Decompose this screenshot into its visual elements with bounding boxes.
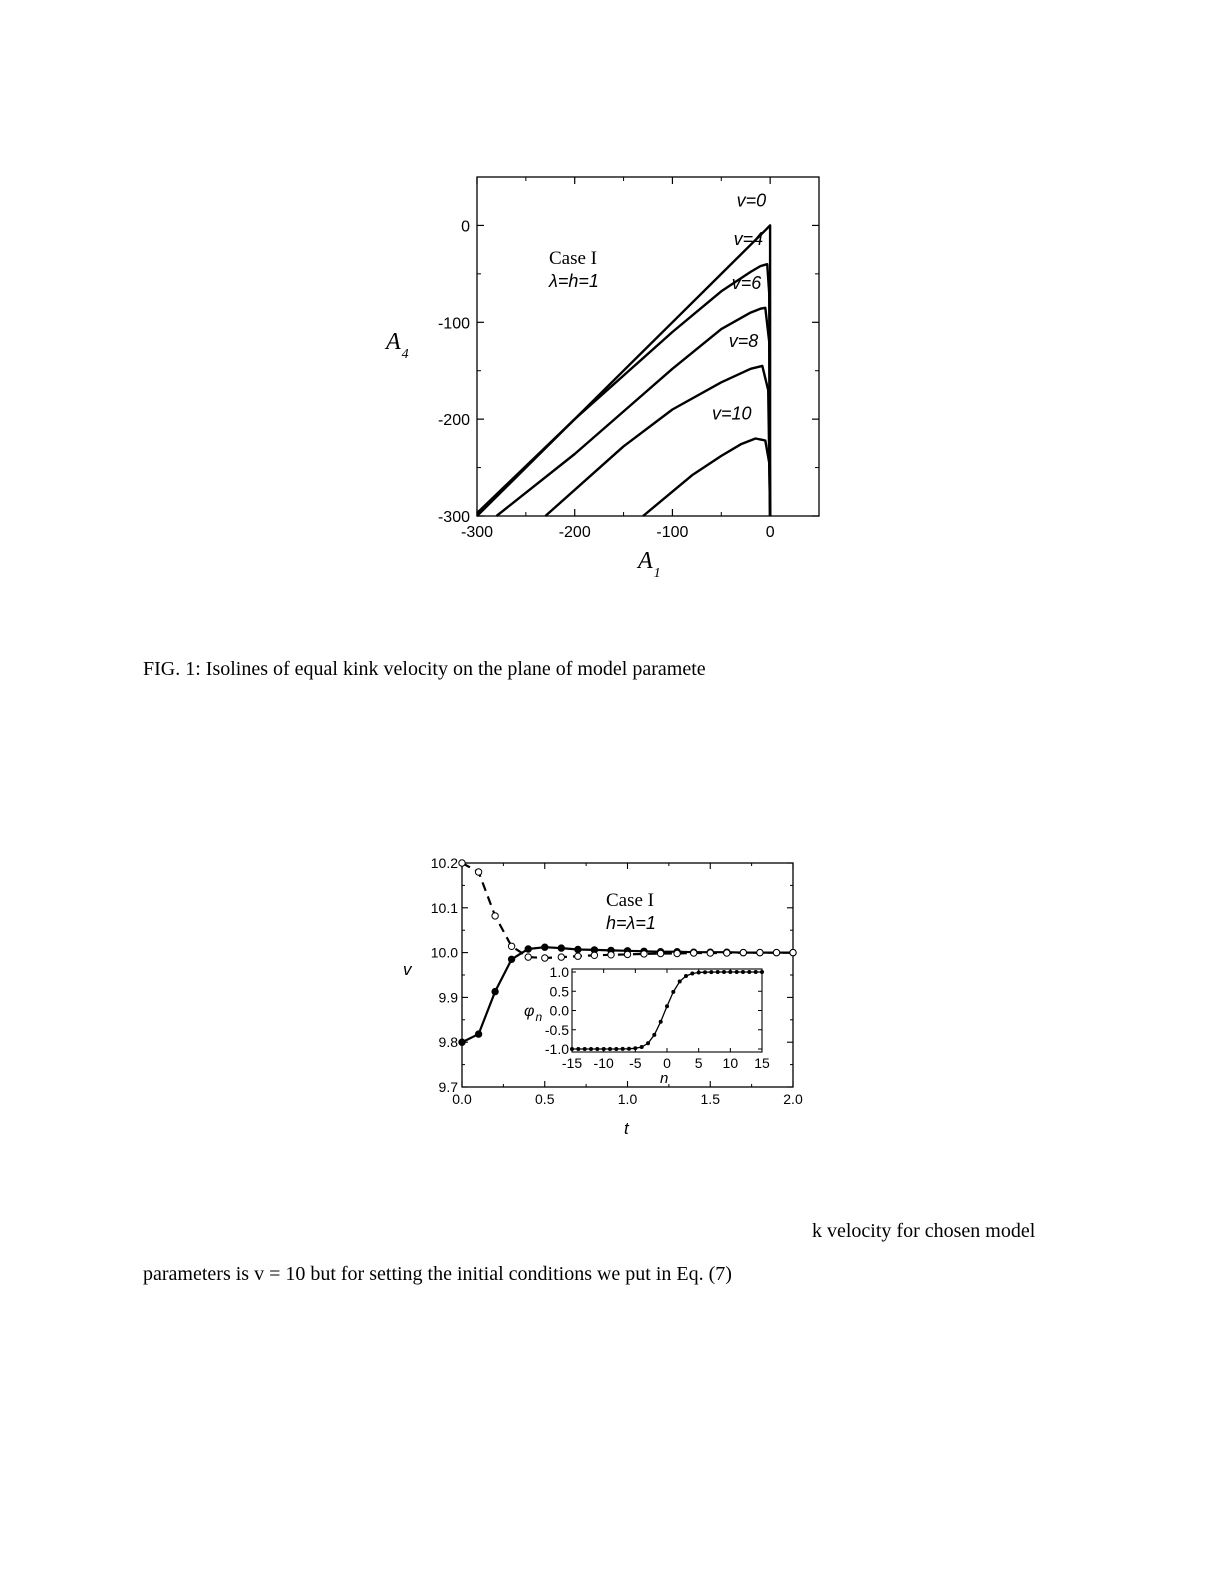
- inset-point: [684, 974, 688, 978]
- inset-xtick-label: -5: [629, 1055, 642, 1071]
- fig2-xtick-label: 1.5: [700, 1091, 720, 1107]
- inset-xtick-label: 0: [663, 1055, 671, 1071]
- fig2-point-filled: [492, 988, 498, 994]
- fig2-point-open: [525, 954, 531, 960]
- inset-point: [640, 1045, 644, 1049]
- fig2-point-filled: [525, 946, 531, 952]
- fig2-point-open: [773, 949, 779, 955]
- fig2-point-open: [740, 949, 746, 955]
- fig2-point-open: [508, 943, 514, 949]
- fig2-point-filled: [542, 944, 548, 950]
- inset-point: [595, 1047, 599, 1051]
- inset-ylabel-sub: n: [535, 1010, 543, 1024]
- fig1-ylabel-base: A: [386, 329, 401, 355]
- paragraph-line-b: parameters is v = 10 but for setting the initial conditions we put in Eq. (7): [143, 1263, 732, 1285]
- fig1-curve-label: v=0: [736, 190, 767, 211]
- inset-point: [602, 1047, 606, 1051]
- inset-plot-frame: [572, 969, 762, 1052]
- inset-point: [583, 1047, 587, 1051]
- inset-point: [621, 1047, 625, 1051]
- inset-point: [646, 1041, 650, 1045]
- fig1-xtick-label: -300: [460, 524, 494, 541]
- fig1-curve-label: v=6: [731, 272, 762, 293]
- fig1-curve-label: v=10: [711, 403, 752, 424]
- inset-point: [665, 1004, 669, 1008]
- inset-point: [608, 1047, 612, 1051]
- fig1-xtick-label: -100: [656, 524, 689, 541]
- inset-ytick-label: -1.0: [544, 1041, 569, 1057]
- inset-point: [735, 970, 739, 974]
- paragraph-line-a: k velocity for chosen model: [812, 1220, 1036, 1242]
- fig1-xlabel-sub: 1: [653, 566, 661, 581]
- inset-point: [589, 1047, 593, 1051]
- fig2-xtick-label: 1.0: [617, 1091, 638, 1107]
- fig2-point-open: [475, 869, 481, 875]
- fig2-ytick-label: 9.9: [438, 989, 458, 1006]
- inset-point: [659, 1020, 663, 1024]
- fig2-point-filled: [459, 1039, 465, 1045]
- fig1-ytick-label: -100: [437, 315, 470, 333]
- inset-point: [728, 970, 732, 974]
- inset-point: [576, 1047, 580, 1051]
- fig2-point-open: [624, 951, 630, 957]
- inset-ytick-label: 1.0: [549, 964, 569, 980]
- inset-point: [722, 970, 726, 974]
- inset-ylabel: [524, 1003, 542, 1024]
- fig2-point-open: [641, 951, 647, 957]
- inset-point: [760, 970, 764, 974]
- fig2-ytick-label: 10.2: [430, 855, 458, 871]
- inset-point: [741, 970, 745, 974]
- inset-xtick-label: 10: [722, 1055, 739, 1071]
- fig1-ytick-label: -200: [437, 412, 470, 430]
- inset-point: [678, 980, 682, 984]
- fig2-point-open: [591, 952, 597, 958]
- fig2-xtick-label: 0.5: [535, 1091, 555, 1107]
- fig1-curve-label: v=8: [728, 330, 759, 351]
- inset-point: [709, 970, 713, 974]
- inset-point: [747, 970, 751, 974]
- fig1-ylabel-sub: 4: [401, 347, 409, 362]
- fig2-ytick-label: 9.7: [438, 1079, 458, 1095]
- fig2-point-open: [459, 860, 465, 866]
- inset-point: [716, 970, 720, 974]
- inset-point: [633, 1046, 637, 1050]
- fig2-point-open: [575, 953, 581, 959]
- fig2-point-filled: [475, 1031, 481, 1037]
- fig2-point-open: [790, 949, 796, 955]
- fig1-caption: FIG. 1: Isolines of equal kink velocity on the plane of model paramete: [143, 658, 706, 680]
- fig1-annotation-params: λ=h=1: [549, 271, 599, 291]
- inset-point: [697, 971, 701, 975]
- inset-xtick-label: 15: [754, 1055, 770, 1071]
- inset-ytick-label: 0.5: [549, 983, 569, 1000]
- fig2-xtick-label: 2.0: [783, 1091, 803, 1107]
- fig2-ytick-label: 9.8: [438, 1034, 458, 1051]
- fig2-point-open: [757, 949, 763, 955]
- fig2-point-open: [724, 950, 730, 956]
- fig2-point-open: [707, 950, 713, 956]
- fig2-point-open: [542, 955, 548, 961]
- inset-ytick-label: -0.5: [544, 1021, 569, 1038]
- fig2-ylabel: v: [403, 960, 412, 979]
- fig1-xtick-label: -200: [558, 524, 591, 541]
- fig2-annotation-case: Case I: [606, 890, 655, 911]
- fig1-annotation-case: Case I: [549, 248, 598, 269]
- inset-point: [690, 972, 694, 976]
- fig2-point-filled: [575, 946, 581, 952]
- fig1-xlabel-base: A: [638, 548, 653, 574]
- fig2-annotation-params: h=λ=1: [606, 913, 656, 933]
- inset-ytick-label: 0.0: [549, 1002, 569, 1019]
- fig2-ytick-label: 10.1: [430, 899, 458, 916]
- fig2-point-filled: [508, 956, 514, 962]
- fig2-point-open: [657, 950, 663, 956]
- inset-xlabel: n: [660, 1070, 669, 1087]
- fig1-ytick-label: -300: [437, 509, 470, 526]
- inset-point: [614, 1047, 618, 1051]
- fig2-point-filled: [558, 945, 564, 951]
- inset-xtick-label: -15: [561, 1055, 583, 1071]
- inset-point: [627, 1047, 631, 1051]
- inset-point: [754, 970, 758, 974]
- fig2-point-open: [691, 950, 697, 956]
- fig2-xtick-label: 0.0: [452, 1091, 472, 1107]
- fig2-point-open: [674, 950, 680, 956]
- fig1-curve-label: v=4: [733, 229, 764, 250]
- fig2-point-open: [492, 913, 498, 919]
- fig2-point-open: [608, 952, 614, 958]
- inset-ylabel-base: φ: [524, 1003, 535, 1020]
- inset-point: [703, 970, 707, 974]
- fig2-point-open: [558, 954, 564, 960]
- fig1-xtick-label: 0: [765, 524, 775, 541]
- fig2-xlabel: t: [624, 1119, 629, 1138]
- inset-xtick-label: 5: [694, 1055, 703, 1071]
- fig2-ytick-label: 10.0: [430, 944, 458, 961]
- inset-point: [671, 990, 675, 994]
- fig1-ytick-label: 0: [461, 218, 470, 236]
- inset-xtick-label: -10: [593, 1055, 614, 1071]
- inset-point: [652, 1033, 656, 1037]
- inset-point: [570, 1047, 574, 1051]
